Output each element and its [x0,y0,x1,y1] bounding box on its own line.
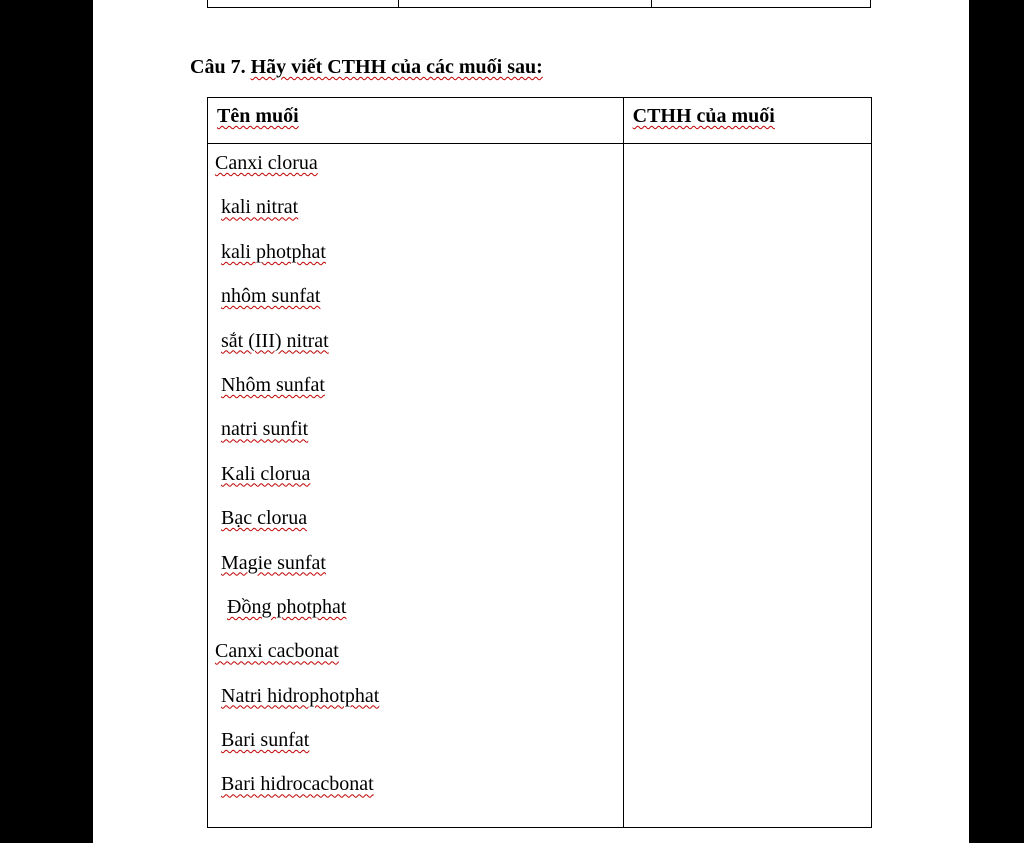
salt-name-text: Bari hidrocacbonat [221,773,374,796]
salt-name-item [208,635,623,679]
salt-name-item [208,458,623,502]
salt-name-item [208,413,623,457]
salt-name-item [208,591,623,635]
salt-name-text: Nhôm sunfat [221,373,325,396]
salt-name-item [208,680,623,724]
question-text: Hãy viết CTHH của các muối sau: [250,56,543,78]
document-page [93,0,969,843]
previous-table-divider [651,0,652,7]
salt-name-list [208,144,623,827]
question-label: Câu 7. [190,56,246,78]
salt-name-text: natri sunfit [221,418,309,441]
salt-name-item [208,724,623,768]
salt-name-text: kali nitrat [221,196,299,219]
header-salt-name [208,98,624,144]
salt-name-text: Bạc clorua [221,507,308,530]
table-body-row [208,144,872,828]
salt-name-item [208,325,623,369]
salt-name-item [208,547,623,591]
salt-name-text: Đồng photphat [227,595,347,618]
salt-name-text: sắt (III) nitrat [221,329,329,352]
salt-name-item [208,191,623,235]
header-formula [623,98,871,144]
salt-name-item [208,147,623,191]
salt-name-item [208,502,623,546]
previous-table-divider [398,0,399,7]
salt-name-item [208,768,623,812]
salt-name-item [208,369,623,413]
header-formula-label: CTHH của muối [632,105,775,127]
formula-answer-cell[interactable] [623,144,871,828]
salt-name-cell[interactable] [208,144,624,828]
question-heading [190,56,543,79]
salt-name-text: Canxi clorua [215,152,318,174]
salt-name-text: Kali clorua [221,462,311,485]
salt-name-text: kali photphat [221,240,326,263]
salt-name-text: nhôm sunfat [221,285,321,308]
table-header-row [208,98,872,144]
salt-name-text: Canxi cacbonat [215,640,339,663]
salt-name-text: Magie sunfat [221,551,326,574]
salt-name-text: Bari sunfat [221,729,310,752]
salt-name-text: Natri hidrophotphat [221,684,380,707]
salt-table [207,97,872,828]
salt-name-item [208,236,623,280]
previous-table-fragment [207,0,871,8]
header-salt-name-label: Tên muối [217,105,299,127]
salt-name-item [208,280,623,324]
